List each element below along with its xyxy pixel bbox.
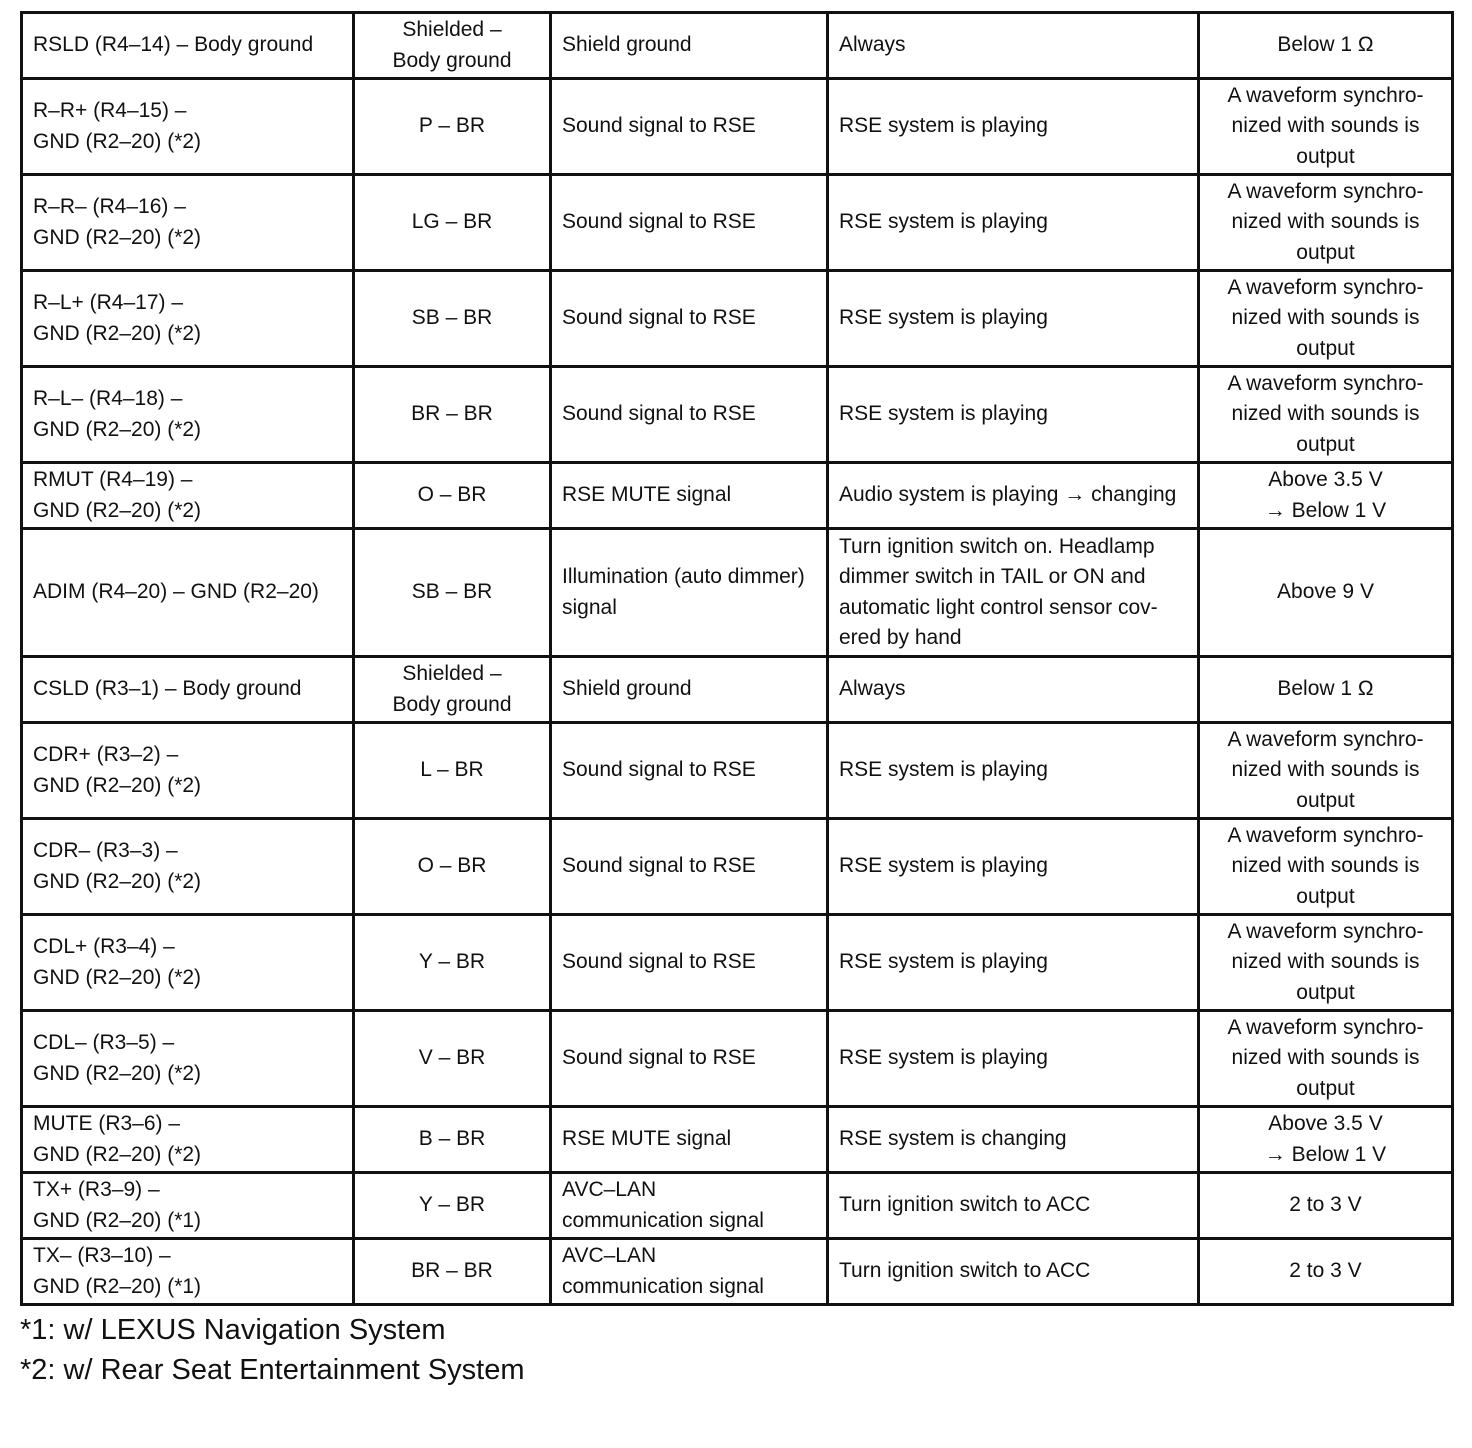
- cell-line: Always: [839, 33, 906, 57]
- condition-cell: [828, 819, 1199, 915]
- specified-condition-cell: [1199, 13, 1453, 79]
- cell-line: nized with sounds is: [1231, 758, 1420, 782]
- table-row: [22, 463, 1453, 529]
- cell-line: GND (R2–20) (*2): [33, 1061, 202, 1085]
- terminal-cell: [22, 13, 354, 79]
- cell-line: Shielded –: [402, 18, 502, 41]
- cell-line: AVC–LAN: [562, 1178, 657, 1201]
- cell-line: output: [1296, 432, 1355, 456]
- wiring-color-cell: [354, 1239, 551, 1305]
- cell-line: RSLD (R4–14) – Body ground: [33, 33, 314, 57]
- cell-line: SB – BR: [411, 580, 493, 604]
- specified-condition-cell: [1199, 819, 1453, 915]
- wiring-color-cell: [354, 1173, 551, 1239]
- specified-condition-cell: [1199, 723, 1453, 819]
- cell-line: GND (R2–20) (*2): [33, 417, 202, 441]
- cell-line: communication signal: [562, 1208, 764, 1232]
- table-row: [22, 79, 1453, 175]
- terminal-description-cell: [551, 529, 828, 657]
- cell-line: Sound signal to RSE: [562, 210, 756, 234]
- specified-condition-cell: [1199, 1173, 1453, 1239]
- cell-line: RMUT (R4–19) –: [33, 468, 193, 491]
- condition-cell: [828, 915, 1199, 1011]
- table-row: [22, 1107, 1453, 1173]
- cell-line: GND (R2–20) (*1): [33, 1274, 202, 1298]
- specified-condition-cell: [1199, 915, 1453, 1011]
- terminal-cell: [22, 723, 354, 819]
- cell-line: Turn ignition switch to ACC: [839, 1193, 1091, 1217]
- terminal-description-cell: [551, 657, 828, 723]
- cell-line: GND (R2–20) (*2): [33, 1142, 202, 1166]
- cell-line: nized with sounds is: [1231, 854, 1420, 878]
- cell-line: GND (R2–20) (*2): [33, 773, 202, 797]
- cell-line: ADIM (R4–20) – GND (R2–20): [33, 580, 319, 604]
- cell-line: Sound signal to RSE: [562, 854, 756, 878]
- cell-line: TX– (R3–10) –: [33, 1244, 171, 1267]
- cell-line: Body ground: [392, 48, 512, 72]
- condition-cell: [828, 1239, 1199, 1305]
- cell-line: GND (R2–20) (*2): [33, 321, 202, 345]
- terminal-description-cell: [551, 1239, 828, 1305]
- wiring-color-cell: [354, 657, 551, 723]
- condition-cell: [828, 271, 1199, 367]
- cell-line: nized with sounds is: [1231, 114, 1420, 138]
- cell-line: A waveform synchro-: [1227, 371, 1424, 395]
- cell-line: RSE system is changing: [839, 1127, 1067, 1151]
- cell-line: A waveform synchro-: [1227, 1015, 1424, 1039]
- terminal-description-cell: [551, 1173, 828, 1239]
- cell-line: Below 1 Ω: [1277, 677, 1374, 701]
- cell-line: CDR– (R3–3) –: [33, 839, 178, 862]
- cell-line: RSE system is playing: [839, 1046, 1048, 1070]
- cell-line: GND (R2–20) (*2): [33, 225, 202, 249]
- terminal-description-cell: [551, 79, 828, 175]
- cell-line: O – BR: [417, 483, 487, 507]
- condition-cell: [828, 79, 1199, 175]
- footnotes: [20, 1310, 1451, 1390]
- cell-line: B – BR: [418, 1127, 486, 1151]
- cell-line: Sound signal to RSE: [562, 1046, 756, 1070]
- cell-line: GND (R2–20) (*2): [33, 498, 202, 522]
- specified-condition-cell: [1199, 271, 1453, 367]
- terminal-description-cell: [551, 13, 828, 79]
- wiring-color-cell: [354, 175, 551, 271]
- cell-line: A waveform synchro-: [1227, 823, 1424, 847]
- condition-cell: [828, 723, 1199, 819]
- cell-line: Illumination (auto dimmer): [562, 565, 805, 588]
- cell-line: dimmer switch in TAIL or ON and: [839, 565, 1146, 588]
- wiring-color-cell: [354, 1107, 551, 1173]
- specified-condition-cell: [1199, 367, 1453, 463]
- table-row: [22, 13, 1453, 79]
- cell-line: Audio system is playing → changing: [839, 483, 1177, 507]
- footnote-navigation: *1: w/ LEXUS Navigation System: [20, 1314, 446, 1346]
- cell-line: Above 3.5 V: [1268, 1112, 1383, 1135]
- cell-line: RSE MUTE signal: [562, 483, 732, 507]
- wiring-color-cell: [354, 367, 551, 463]
- terminal-description-cell: [551, 819, 828, 915]
- cell-line: output: [1296, 788, 1355, 812]
- cell-line: Y – BR: [418, 950, 486, 974]
- condition-cell: [828, 1107, 1199, 1173]
- condition-cell: [828, 1011, 1199, 1107]
- terminal-cell: [22, 175, 354, 271]
- table-row: [22, 175, 1453, 271]
- terminal-description-cell: [551, 1107, 828, 1173]
- cell-line: GND (R2–20) (*1): [33, 1208, 202, 1232]
- terminal-description-cell: [551, 175, 828, 271]
- cell-line: Turn ignition switch to ACC: [839, 1259, 1091, 1283]
- wiring-color-cell: [354, 819, 551, 915]
- cell-line: RSE system is playing: [839, 306, 1048, 330]
- terminal-cell: [22, 1173, 354, 1239]
- cell-line: Turn ignition switch on. Headlamp: [839, 534, 1155, 558]
- cell-line: nized with sounds is: [1231, 1046, 1420, 1070]
- wiring-color-cell: [354, 1011, 551, 1107]
- cell-line: RSE system is playing: [839, 854, 1048, 878]
- specified-condition-cell: [1199, 529, 1453, 657]
- cell-line: Shield ground: [562, 33, 692, 57]
- wiring-color-cell: [354, 271, 551, 367]
- cell-line: GND (R2–20) (*2): [33, 129, 202, 153]
- specified-condition-cell: [1199, 175, 1453, 271]
- cell-line: R–R+ (R4–15) –: [33, 99, 187, 122]
- terminal-cell: [22, 657, 354, 723]
- cell-line: output: [1296, 144, 1355, 168]
- cell-line: L – BR: [420, 758, 484, 782]
- cell-line: CSLD (R3–1) – Body ground: [33, 677, 302, 701]
- table-row: [22, 271, 1453, 367]
- cell-line: BR – BR: [411, 402, 493, 426]
- terminal-description-cell: [551, 271, 828, 367]
- cell-line: RSE system is playing: [839, 950, 1048, 974]
- table-row: [22, 1173, 1453, 1239]
- terminal-cell: [22, 367, 354, 463]
- wiring-color-cell: [354, 13, 551, 79]
- cell-line: R–L+ (R4–17) –: [33, 291, 184, 314]
- cell-line: output: [1296, 1076, 1355, 1100]
- table-body: [22, 13, 1453, 1305]
- cell-line: output: [1296, 980, 1355, 1004]
- cell-line: Body ground: [392, 692, 512, 716]
- terminal-description-cell: [551, 723, 828, 819]
- cell-line: RSE system is playing: [839, 114, 1048, 138]
- specified-condition-cell: [1199, 1239, 1453, 1305]
- terminal-description-cell: [551, 1011, 828, 1107]
- condition-cell: [828, 1173, 1199, 1239]
- cell-line: Sound signal to RSE: [562, 306, 756, 330]
- terminal-description-cell: [551, 463, 828, 529]
- specified-condition-cell: [1199, 1011, 1453, 1107]
- cell-line: A waveform synchro-: [1227, 275, 1424, 299]
- cell-line: Above 3.5 V: [1268, 468, 1383, 491]
- cell-line: RSE MUTE signal: [562, 1127, 732, 1151]
- cell-line: → Below 1 V: [1264, 1142, 1387, 1166]
- cell-line: Always: [839, 677, 906, 701]
- cell-line: P – BR: [418, 114, 486, 138]
- cell-line: 2 to 3 V: [1289, 1259, 1362, 1283]
- terminal-cell: [22, 271, 354, 367]
- cell-line: R–L– (R4–18) –: [33, 387, 183, 410]
- cell-line: LG – BR: [411, 210, 493, 234]
- specified-condition-cell: [1199, 1107, 1453, 1173]
- terminal-cell: [22, 915, 354, 1011]
- cell-line: nized with sounds is: [1231, 402, 1420, 426]
- terminal-description-cell: [551, 367, 828, 463]
- wiring-color-cell: [354, 529, 551, 657]
- cell-line: Sound signal to RSE: [562, 114, 756, 138]
- cell-line: output: [1296, 336, 1355, 360]
- cell-line: R–R– (R4–16) –: [33, 195, 186, 218]
- condition-cell: [828, 175, 1199, 271]
- cell-line: AVC–LAN: [562, 1244, 657, 1267]
- table-row: [22, 657, 1453, 723]
- table-row: [22, 723, 1453, 819]
- terminal-cell: [22, 819, 354, 915]
- cell-line: SB – BR: [411, 306, 493, 330]
- cell-line: CDL+ (R3–4) –: [33, 935, 175, 958]
- cell-line: A waveform synchro-: [1227, 179, 1424, 203]
- terminal-cell: [22, 79, 354, 175]
- cell-line: O – BR: [417, 854, 487, 878]
- specified-condition-cell: [1199, 657, 1453, 723]
- cell-line: output: [1296, 240, 1355, 264]
- specified-condition-cell: [1199, 463, 1453, 529]
- cell-line: 2 to 3 V: [1289, 1193, 1362, 1217]
- cell-line: nized with sounds is: [1231, 950, 1420, 974]
- cell-line: ered by hand: [839, 626, 962, 649]
- cell-line: Below 1 Ω: [1277, 33, 1374, 57]
- terminal-cell: [22, 1107, 354, 1173]
- condition-cell: [828, 367, 1199, 463]
- terminal-cell: [22, 1011, 354, 1107]
- table-row: [22, 1239, 1453, 1305]
- cell-line: CDL– (R3–5) –: [33, 1031, 175, 1054]
- wiring-color-cell: [354, 915, 551, 1011]
- cell-line: Sound signal to RSE: [562, 950, 756, 974]
- terminal-cell: [22, 529, 354, 657]
- table-row: [22, 367, 1453, 463]
- cell-line: → Below 1 V: [1264, 498, 1387, 522]
- cell-line: Sound signal to RSE: [562, 402, 756, 426]
- cell-line: signal: [562, 595, 617, 619]
- cell-line: RSE system is playing: [839, 402, 1048, 426]
- terminal-cell: [22, 463, 354, 529]
- cell-line: GND (R2–20) (*2): [33, 869, 202, 893]
- cell-line: V – BR: [418, 1046, 486, 1070]
- terminal-spec-table: [20, 11, 1454, 1306]
- cell-line: TX+ (R3–9) –: [33, 1178, 160, 1201]
- specified-condition-cell: [1199, 79, 1453, 175]
- cell-line: A waveform synchro-: [1227, 919, 1424, 943]
- wiring-color-cell: [354, 463, 551, 529]
- cell-line: CDR+ (R3–2) –: [33, 743, 179, 766]
- wiring-color-cell: [354, 723, 551, 819]
- condition-cell: [828, 529, 1199, 657]
- cell-line: RSE system is playing: [839, 210, 1048, 234]
- footnote-rear-seat-entertainment: *2: w/ Rear Seat Entertainment System: [20, 1354, 525, 1386]
- cell-line: output: [1296, 884, 1355, 908]
- table-row: [22, 819, 1453, 915]
- wiring-color-cell: [354, 79, 551, 175]
- cell-line: automatic light control sensor cov-: [839, 595, 1158, 619]
- terminal-cell: [22, 1239, 354, 1305]
- cell-line: A waveform synchro-: [1227, 83, 1424, 107]
- cell-line: nized with sounds is: [1231, 306, 1420, 330]
- cell-line: RSE system is playing: [839, 758, 1048, 782]
- condition-cell: [828, 657, 1199, 723]
- table-row: [22, 529, 1453, 657]
- cell-line: Shielded –: [402, 662, 502, 685]
- cell-line: BR – BR: [411, 1259, 493, 1283]
- table-row: [22, 1011, 1453, 1107]
- table-row: [22, 915, 1453, 1011]
- cell-line: GND (R2–20) (*2): [33, 965, 202, 989]
- cell-line: Y – BR: [418, 1193, 486, 1217]
- cell-line: nized with sounds is: [1231, 210, 1420, 234]
- cell-line: Above 9 V: [1277, 580, 1374, 604]
- condition-cell: [828, 463, 1199, 529]
- document-sheet: [20, 11, 1451, 1390]
- cell-line: MUTE (R3–6) –: [33, 1112, 181, 1135]
- condition-cell: [828, 13, 1199, 79]
- cell-line: Sound signal to RSE: [562, 758, 756, 782]
- terminal-description-cell: [551, 915, 828, 1011]
- cell-line: A waveform synchro-: [1227, 727, 1424, 751]
- cell-line: Shield ground: [562, 677, 692, 701]
- cell-line: communication signal: [562, 1274, 764, 1298]
